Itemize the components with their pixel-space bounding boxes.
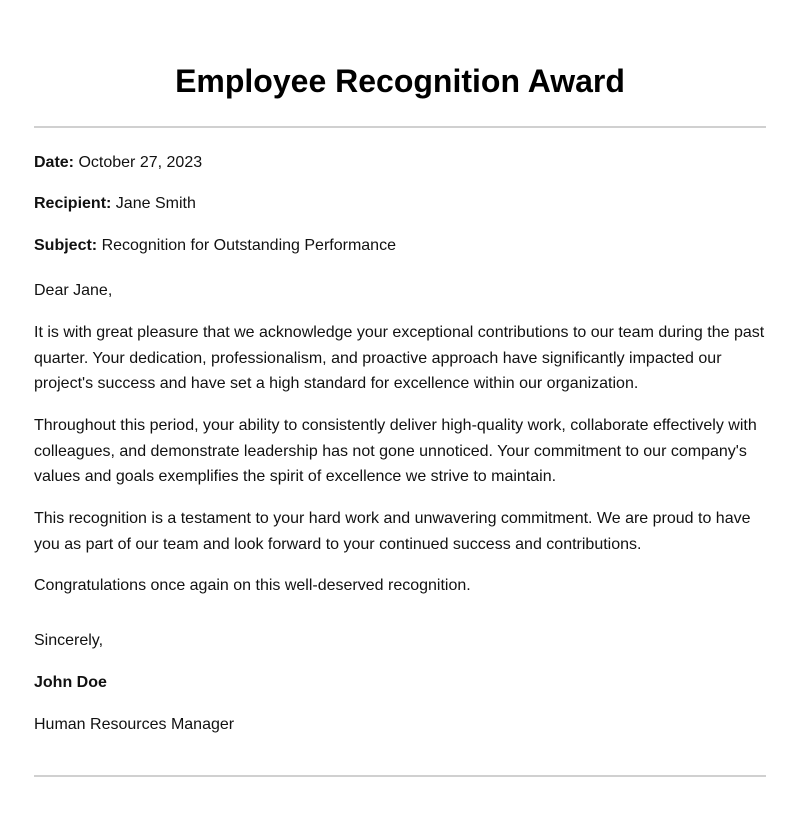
salutation: Dear Jane, [34,282,113,299]
body-paragraph: Throughout this period, your ability to consistently deliver high-quality work, collaborate effectively with colleagues, and demonstrate leadership has not gone unnoticed. Your commitment to our company's values and goals exemplifies the spirit of excellence we strive to maintain. [34,417,757,485]
date-label: Date: [34,154,75,171]
subject-label: Subject: [34,237,98,254]
subject-value: Recognition for Outstanding Performance [101,237,396,254]
bottom-divider [34,775,766,777]
body-paragraph: Congratulations once again on this well-deserved recognition. [34,577,471,594]
top-divider [34,126,766,128]
subject-line [34,233,769,259]
date-value: October 27, 2023 [78,154,203,171]
body-paragraph: It is with great pleasure that we acknowledge your exceptional contributions to our team during the past quarter. Your dedication, professionalism, and proactive approach have significantly impacted our project's success and have set a high standard for excellence within our organization. [34,324,765,392]
body-paragraph: This recognition is a testament to your hard work and unwavering commitment. We are proud to have you as part of our team and look forward to your continued success and contributions. [34,510,751,553]
recipient-line [34,191,769,217]
recipient-value: Jane Smith [115,195,196,212]
date-line [34,150,769,176]
recipient-label: Recipient: [34,195,112,212]
closing: Sincerely, [34,632,104,649]
signer-title: Human Resources Manager [34,716,235,733]
signer-name: John Doe [34,674,107,691]
page-title: Employee Recognition Award [175,63,625,99]
